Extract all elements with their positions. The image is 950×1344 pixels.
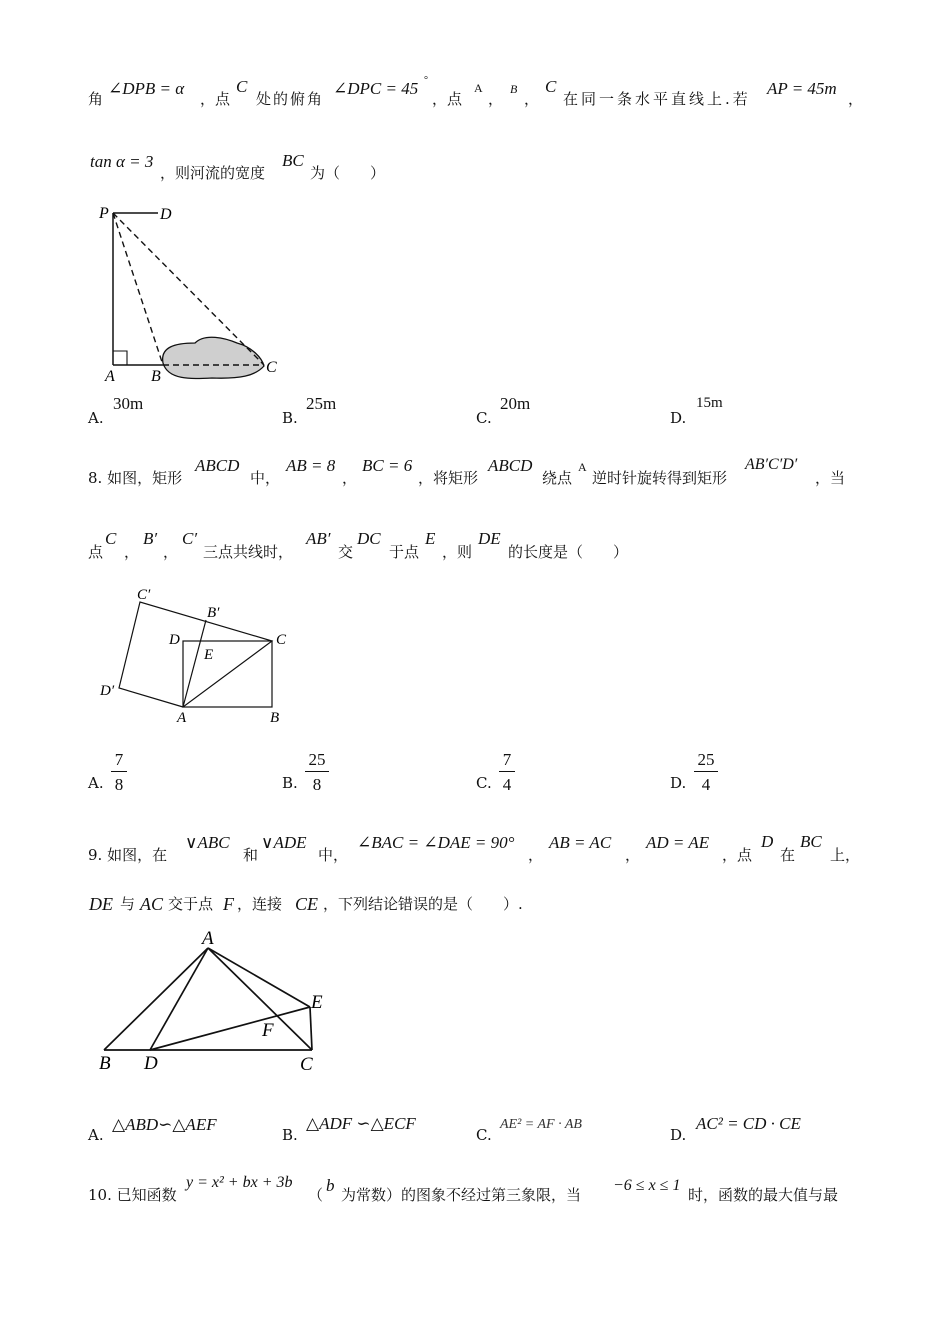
q7-deg: °: [424, 75, 428, 86]
q9-option-c-letter[interactable]: C.: [476, 1126, 492, 1144]
q9-bc: BC: [800, 832, 822, 851]
q8-c: C: [105, 529, 117, 548]
q8-yudian: 于点: [389, 543, 420, 561]
q7-option-b-letter[interactable]: B.: [282, 409, 298, 427]
q7-option-c-value[interactable]: 20m: [500, 394, 531, 413]
q9-ce: CE: [295, 894, 319, 914]
q7-dian-c-pre: ，点: [200, 90, 231, 108]
q7-fujiao: 处的俯角: [256, 90, 325, 108]
q7-ap: AP = 45m: [767, 79, 837, 98]
q8-jiao: 交: [338, 543, 354, 561]
q9-jiaoyu: 交于点: [168, 895, 214, 913]
q7-b: B: [510, 82, 518, 96]
q8-zhong: 中，: [250, 469, 281, 487]
q8-comma1: ，: [124, 543, 140, 561]
q9-ac: AC: [140, 894, 164, 914]
q9-shang: 上，: [830, 846, 861, 864]
q8-dc: DC: [357, 529, 381, 548]
q8-option-c-num: 7: [499, 751, 515, 772]
q8-bc: BC = 6: [362, 456, 413, 475]
q9-label-c: C: [300, 1054, 313, 1075]
q9-dian: ，点: [722, 846, 753, 864]
q8-ze: ，则: [442, 543, 473, 561]
q10-num: 10. 已知函数: [88, 1186, 177, 1204]
q7-comma2: ，: [524, 90, 540, 108]
q8-option-c-den: 4: [502, 775, 512, 794]
q8-collinear: 三点共线时，: [203, 543, 294, 561]
q9-comma2: ，: [625, 846, 641, 864]
q8-abcd: ABCD: [195, 456, 240, 475]
q9-option-d-expr[interactable]: AC² = CD · CE: [696, 1114, 801, 1133]
q7-option-a-value[interactable]: 30m: [113, 394, 144, 413]
q8-dian: 点: [88, 543, 104, 561]
q8-comma2: ，: [163, 543, 179, 561]
q9-num: 9. 如图，在: [88, 846, 168, 864]
q8-end: 的长度是（ ）: [508, 543, 629, 561]
q9-t2: ∨ADE: [261, 833, 307, 852]
q7-angle-dpc: ∠DPC = 45: [333, 79, 419, 98]
q9-label-d: D: [144, 1053, 158, 1074]
q9-end: ，下列结论错误的是（ ）.: [323, 895, 523, 913]
q9-zai: 在: [780, 846, 796, 864]
q8-ab: AB = 8: [286, 456, 336, 475]
q10-range: −6 ≤ x ≤ 1: [613, 1177, 681, 1194]
q9-angles: ∠BAC = ∠DAE = 90°: [357, 833, 515, 852]
q7-comma1: ，: [488, 90, 504, 108]
q9-option-a-letter[interactable]: A.: [88, 1126, 104, 1144]
q8-abp: AB′: [306, 529, 331, 548]
q9-label-a: A: [202, 928, 214, 949]
q8-rotate: 逆时针旋转得到矩形: [592, 469, 728, 487]
q8-label-c: C: [276, 632, 287, 648]
q9-label-f: F: [262, 1020, 274, 1041]
q8-option-d-letter[interactable]: D.: [670, 774, 687, 792]
q10-paren-open: （: [308, 1186, 324, 1204]
q8-label-a: A: [177, 710, 187, 726]
q9-abac: AB = AC: [549, 833, 612, 852]
q8-option-b-num: 25: [305, 751, 329, 772]
q8-option-c-letter[interactable]: C.: [476, 774, 492, 792]
q7-tan: tan α = 3: [90, 152, 154, 171]
q8-cp: C′: [182, 529, 198, 548]
q7-label-c: C: [266, 359, 277, 376]
q7-label-b: B: [151, 368, 161, 385]
q8-label-b: B: [270, 710, 280, 726]
q8-dang: ，当: [815, 469, 846, 487]
q8-rect2: AB′C′D′: [745, 456, 798, 473]
q10-func: y = x² + bx + 3b: [186, 1174, 293, 1191]
q9-he: 和: [243, 846, 259, 864]
q7-angle-dpb: ∠DPB = α: [108, 79, 185, 98]
q7-label-a: A: [105, 368, 115, 385]
q7-option-d-value[interactable]: 15m: [696, 395, 723, 411]
q8-num: 8. 如图，矩形: [88, 469, 183, 487]
q9-t1: ∨ABC: [185, 833, 230, 852]
q8-raodian: 绕点: [542, 469, 573, 487]
q9-zhong: 中，: [318, 846, 349, 864]
q7-label-d: D: [160, 206, 172, 223]
q7-end: 为（ ）: [310, 164, 386, 182]
q7-a: A: [474, 81, 483, 95]
q9-option-a-expr[interactable]: △ABD∽△AEF: [112, 1115, 217, 1134]
q7-bc: BC: [282, 151, 304, 170]
q8-option-a-den: 8: [114, 775, 124, 794]
q7-jiao: 角: [88, 90, 104, 108]
q7-option-a-letter[interactable]: A.: [88, 409, 104, 427]
q9-option-b-expr[interactable]: △ADF ∽△ECF: [306, 1114, 416, 1133]
q10-end: 时，函数的最大值与最: [688, 1186, 839, 1204]
q8-label-cp: C′: [137, 587, 151, 603]
q9-option-d-letter[interactable]: D.: [670, 1126, 687, 1144]
q8-option-a-letter[interactable]: A.: [88, 774, 104, 792]
q7-c2: C: [545, 77, 557, 96]
q9-option-c-expr[interactable]: AE² = AF · AB: [500, 1117, 582, 1132]
q8-comma1: ，: [342, 469, 358, 487]
q7-same-line: 在同一条水平直线上.若: [563, 90, 751, 108]
q8-label-bp: B′: [207, 605, 220, 621]
q7-option-d-letter[interactable]: D.: [670, 409, 687, 427]
q7-dian2: ，点: [432, 90, 463, 108]
q8-option-d-den: 4: [701, 775, 711, 794]
q8-option-a-num: 7: [111, 751, 127, 772]
q8-abcd2: ABCD: [488, 456, 533, 475]
q7-text: ，则河流的宽度: [160, 164, 266, 182]
q8-option-b-den: 8: [312, 775, 322, 794]
q9-option-b-letter[interactable]: B.: [282, 1126, 298, 1144]
q8-de: DE: [478, 529, 501, 548]
q9-comma1: ，: [528, 846, 544, 864]
q8-label-d: D: [169, 632, 180, 648]
q8-label-e: E: [204, 647, 214, 663]
q8-bp: B′: [143, 529, 158, 548]
q9-d: D: [761, 832, 774, 851]
q8-label-dp: D′: [100, 683, 115, 699]
q7-option-c-letter[interactable]: C.: [476, 409, 492, 427]
q8-option-d-num: 25: [694, 751, 718, 772]
q9-adae: AD = AE: [646, 833, 710, 852]
q9-yu: 与: [120, 895, 136, 913]
q7-option-b-value[interactable]: 25m: [306, 394, 337, 413]
q9-de: DE: [89, 894, 113, 914]
q9-label-e: E: [311, 992, 323, 1013]
q10-const: 为常数）的图象不经过第三象限，当: [341, 1186, 582, 1204]
q7-c: C: [236, 77, 248, 96]
q9-f: F: [223, 894, 234, 914]
q8-jiang: ，将矩形: [418, 469, 479, 487]
q7-comma3: ，: [848, 90, 864, 108]
q9-label-b: B: [99, 1053, 111, 1074]
q8-e: E: [425, 529, 436, 548]
q8-a: A: [578, 460, 587, 474]
q9-lianjie: ，连接: [237, 895, 283, 913]
q10-b: b: [326, 1176, 335, 1195]
q7-label-p: P: [99, 205, 109, 222]
q8-option-b-letter[interactable]: B.: [282, 774, 298, 792]
